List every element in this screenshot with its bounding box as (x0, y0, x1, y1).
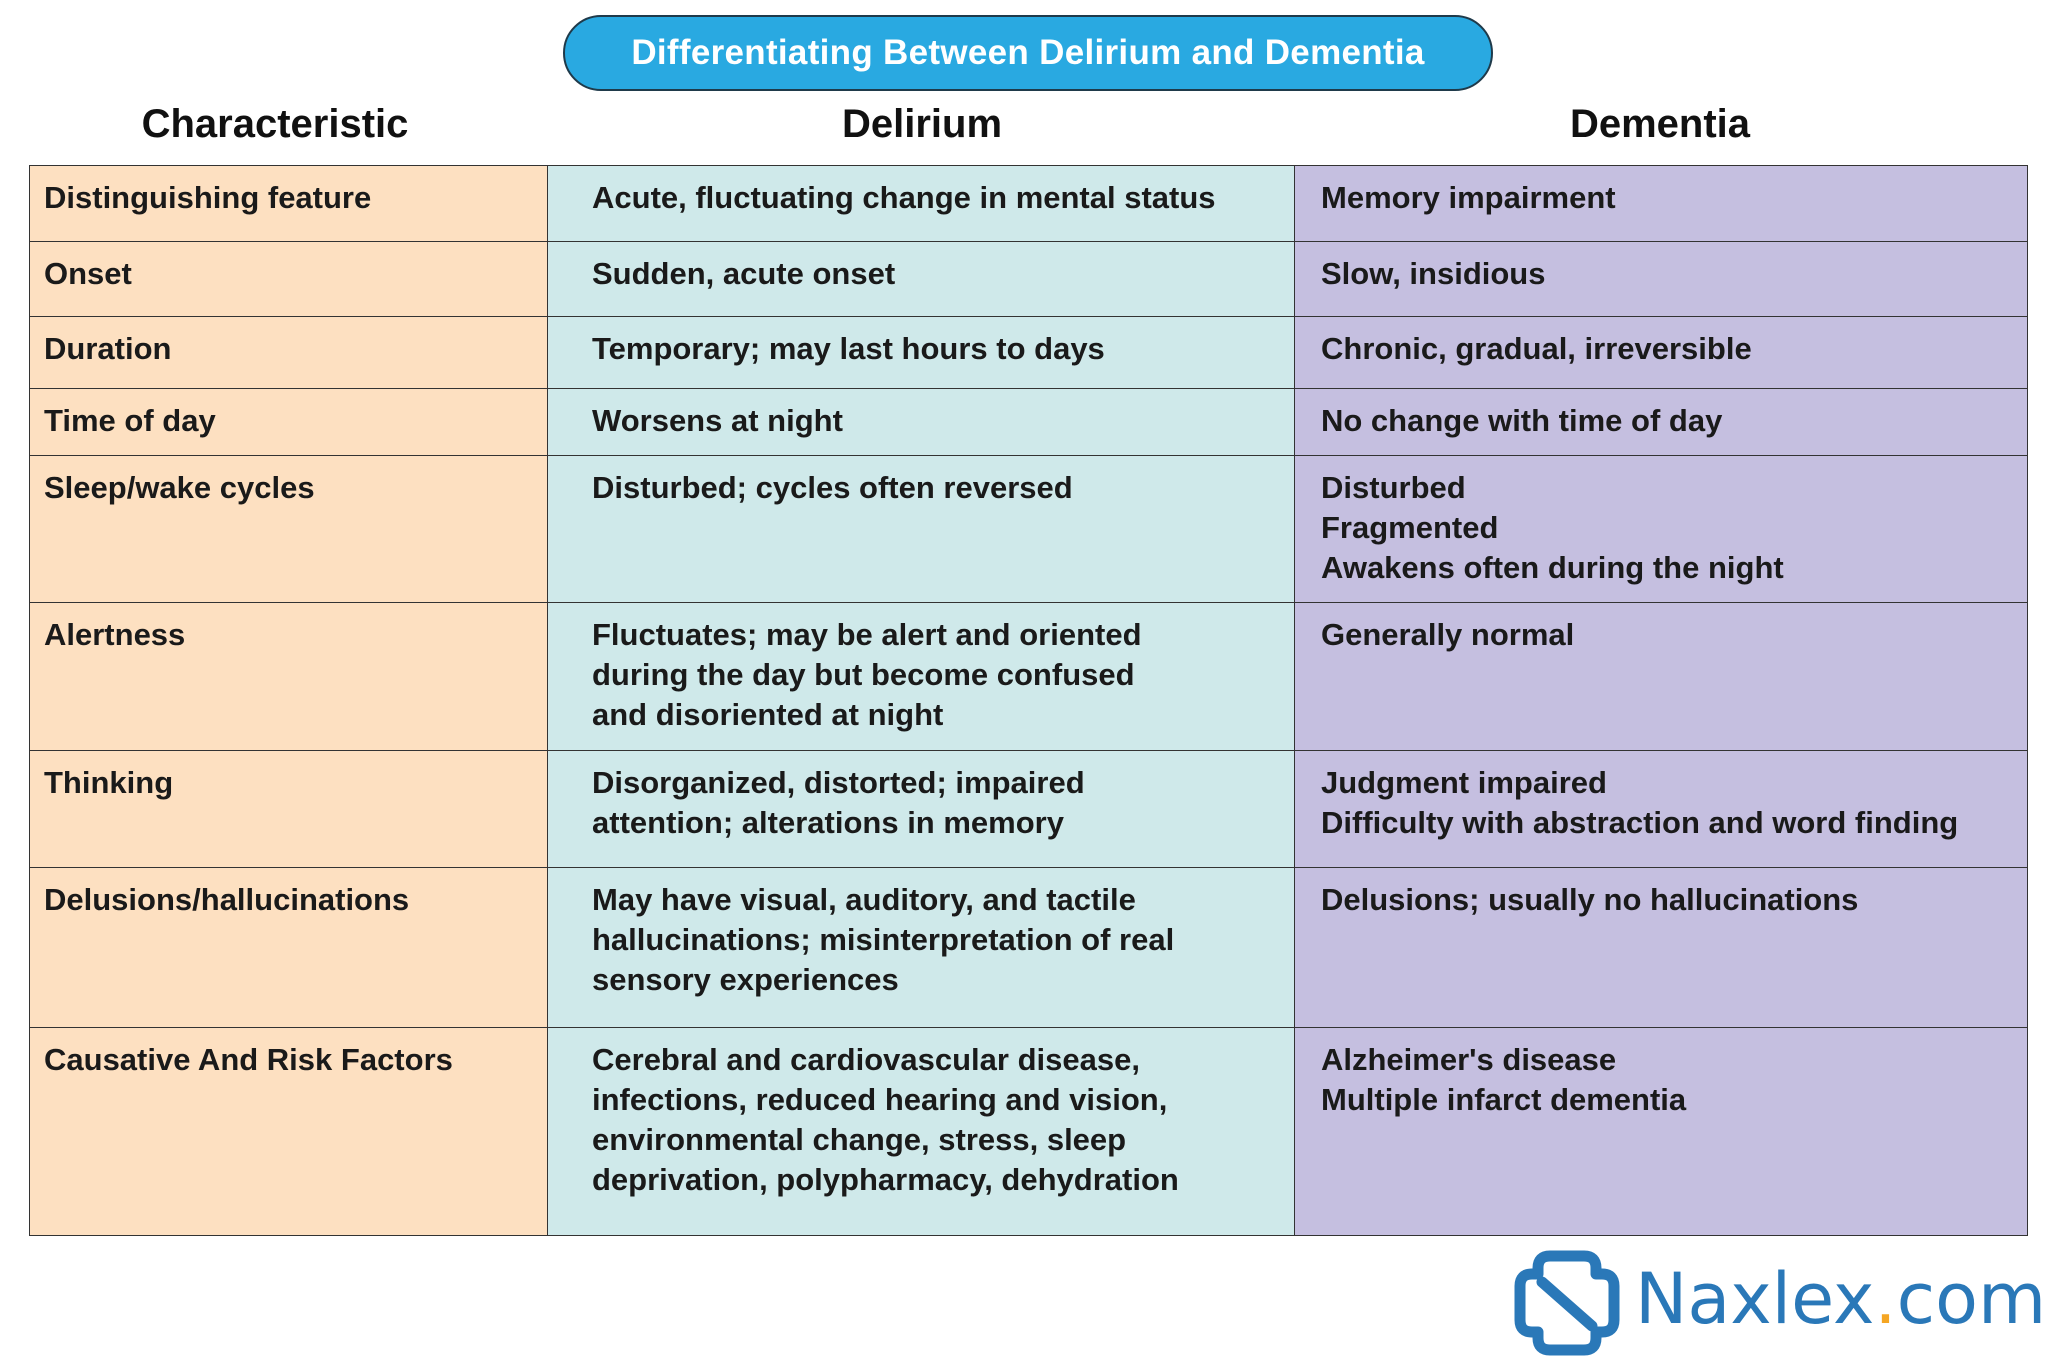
delirium-text: Worsens at night (592, 403, 843, 438)
naxlex-logo-icon (1512, 1248, 1622, 1358)
logo-name: Naxlex (1635, 1258, 1875, 1340)
characteristic-cell (30, 166, 548, 242)
delirium-text: Fluctuates; may be alert and oriented (592, 617, 1142, 652)
delirium-cell (548, 1028, 1295, 1236)
delirium-cell (548, 603, 1295, 751)
characteristic-cell (30, 242, 548, 317)
delirium-cell (548, 317, 1295, 389)
delirium-text: Sudden, acute onset (592, 256, 896, 291)
characteristic-cell (30, 317, 548, 389)
characteristic-text: Causative And Risk Factors (44, 1042, 453, 1077)
characteristic-text: Alertness (44, 617, 186, 652)
delirium-text: infections, reduced hearing and vision, (592, 1082, 1168, 1117)
logo-dot: . (1874, 1258, 1897, 1340)
characteristic-cell (30, 603, 548, 751)
dementia-cell (1295, 242, 2028, 317)
delirium-text: environmental change, stress, sleep (592, 1122, 1127, 1157)
delirium-cell (548, 751, 1295, 868)
characteristic-text: Thinking (44, 765, 174, 800)
dementia-cell (1295, 317, 2028, 389)
dementia-text: Delusions; usually no hallucinations (1321, 882, 1859, 917)
page-title (563, 15, 1493, 91)
delirium-text: Cerebral and cardiovascular disease, (592, 1042, 1140, 1077)
dementia-cell (1295, 868, 2028, 1028)
dementia-cell (1295, 751, 2028, 868)
delirium-text: deprivation, polypharmacy, dehydration (592, 1162, 1179, 1197)
characteristic-text: Distinguishing feature (44, 180, 372, 215)
dementia-cell (1295, 389, 2028, 456)
dementia-text: Generally normal (1321, 617, 1575, 652)
dementia-cell (1295, 456, 2028, 603)
characteristic-cell (30, 1028, 548, 1236)
table-row (30, 166, 2028, 242)
table-row (30, 868, 2028, 1028)
delirium-text: and disoriented at night (592, 697, 944, 732)
logo-tld: com (1896, 1258, 2047, 1340)
comparison-table (29, 165, 2028, 1236)
dementia-cell (1295, 166, 2028, 242)
table-row (30, 1028, 2028, 1236)
page-title-text: Differentiating Between Delirium and Dementia (631, 33, 1425, 72)
delirium-text: Disturbed; cycles often reversed (592, 470, 1073, 505)
characteristic-cell (30, 389, 548, 456)
dementia-cell (1295, 1028, 2028, 1236)
dementia-text: Chronic, gradual, irreversible (1321, 331, 1752, 366)
dementia-text: Judgment impaired (1321, 765, 1607, 800)
delirium-text: Acute, fluctuating change in mental status (592, 180, 1216, 215)
header-characteristic: Characteristic (141, 102, 409, 146)
delirium-text: Temporary; may last hours to days (592, 331, 1105, 366)
dementia-text: Difficulty with abstraction and word finding (1321, 805, 1959, 840)
dementia-text: Disturbed (1321, 470, 1466, 505)
naxlex-logo (1512, 1248, 2047, 1358)
delirium-text: May have visual, auditory, and tactile (592, 882, 1136, 917)
characteristic-cell (30, 751, 548, 868)
delirium-cell (548, 166, 1295, 242)
dementia-text: Memory impairment (1321, 180, 1616, 215)
characteristic-text: Time of day (44, 403, 216, 438)
table-row (30, 242, 2028, 317)
table-row (30, 317, 2028, 389)
table-row (30, 751, 2028, 868)
dementia-text: Slow, insidious (1321, 256, 1546, 291)
characteristic-text: Duration (44, 331, 172, 366)
table-row (30, 456, 2028, 603)
delirium-cell (548, 868, 1295, 1028)
characteristic-text: Delusions/hallucinations (44, 882, 410, 917)
characteristic-cell (30, 868, 548, 1028)
header-delirium: Delirium (841, 102, 1003, 146)
characteristic-cell (30, 456, 548, 603)
delirium-cell (548, 242, 1295, 317)
delirium-cell (548, 456, 1295, 603)
dementia-text: Multiple infarct dementia (1321, 1082, 1687, 1117)
header-dementia: Dementia (1569, 102, 1751, 146)
characteristic-text: Sleep/wake cycles (44, 470, 315, 505)
table-row (30, 603, 2028, 751)
dementia-text: Alzheimer's disease (1321, 1042, 1617, 1077)
dementia-text: Awakens often during the night (1321, 550, 1784, 585)
logo-wordmark (1635, 1254, 2046, 1344)
dementia-text: Fragmented (1321, 510, 1499, 545)
table-row (30, 389, 2028, 456)
dementia-cell (1295, 603, 2028, 751)
delirium-cell (548, 389, 1295, 456)
delirium-text: sensory experiences (592, 962, 899, 997)
dementia-text: No change with time of day (1321, 403, 1723, 438)
comparison-table-body (30, 166, 2028, 1236)
delirium-text: hallucinations; misinterpretation of real (592, 922, 1175, 957)
delirium-text: during the day but become confused (592, 657, 1135, 692)
delirium-text: attention; alterations in memory (592, 805, 1064, 840)
delirium-text: Disorganized, distorted; impaired (592, 765, 1085, 800)
characteristic-text: Onset (44, 256, 132, 291)
